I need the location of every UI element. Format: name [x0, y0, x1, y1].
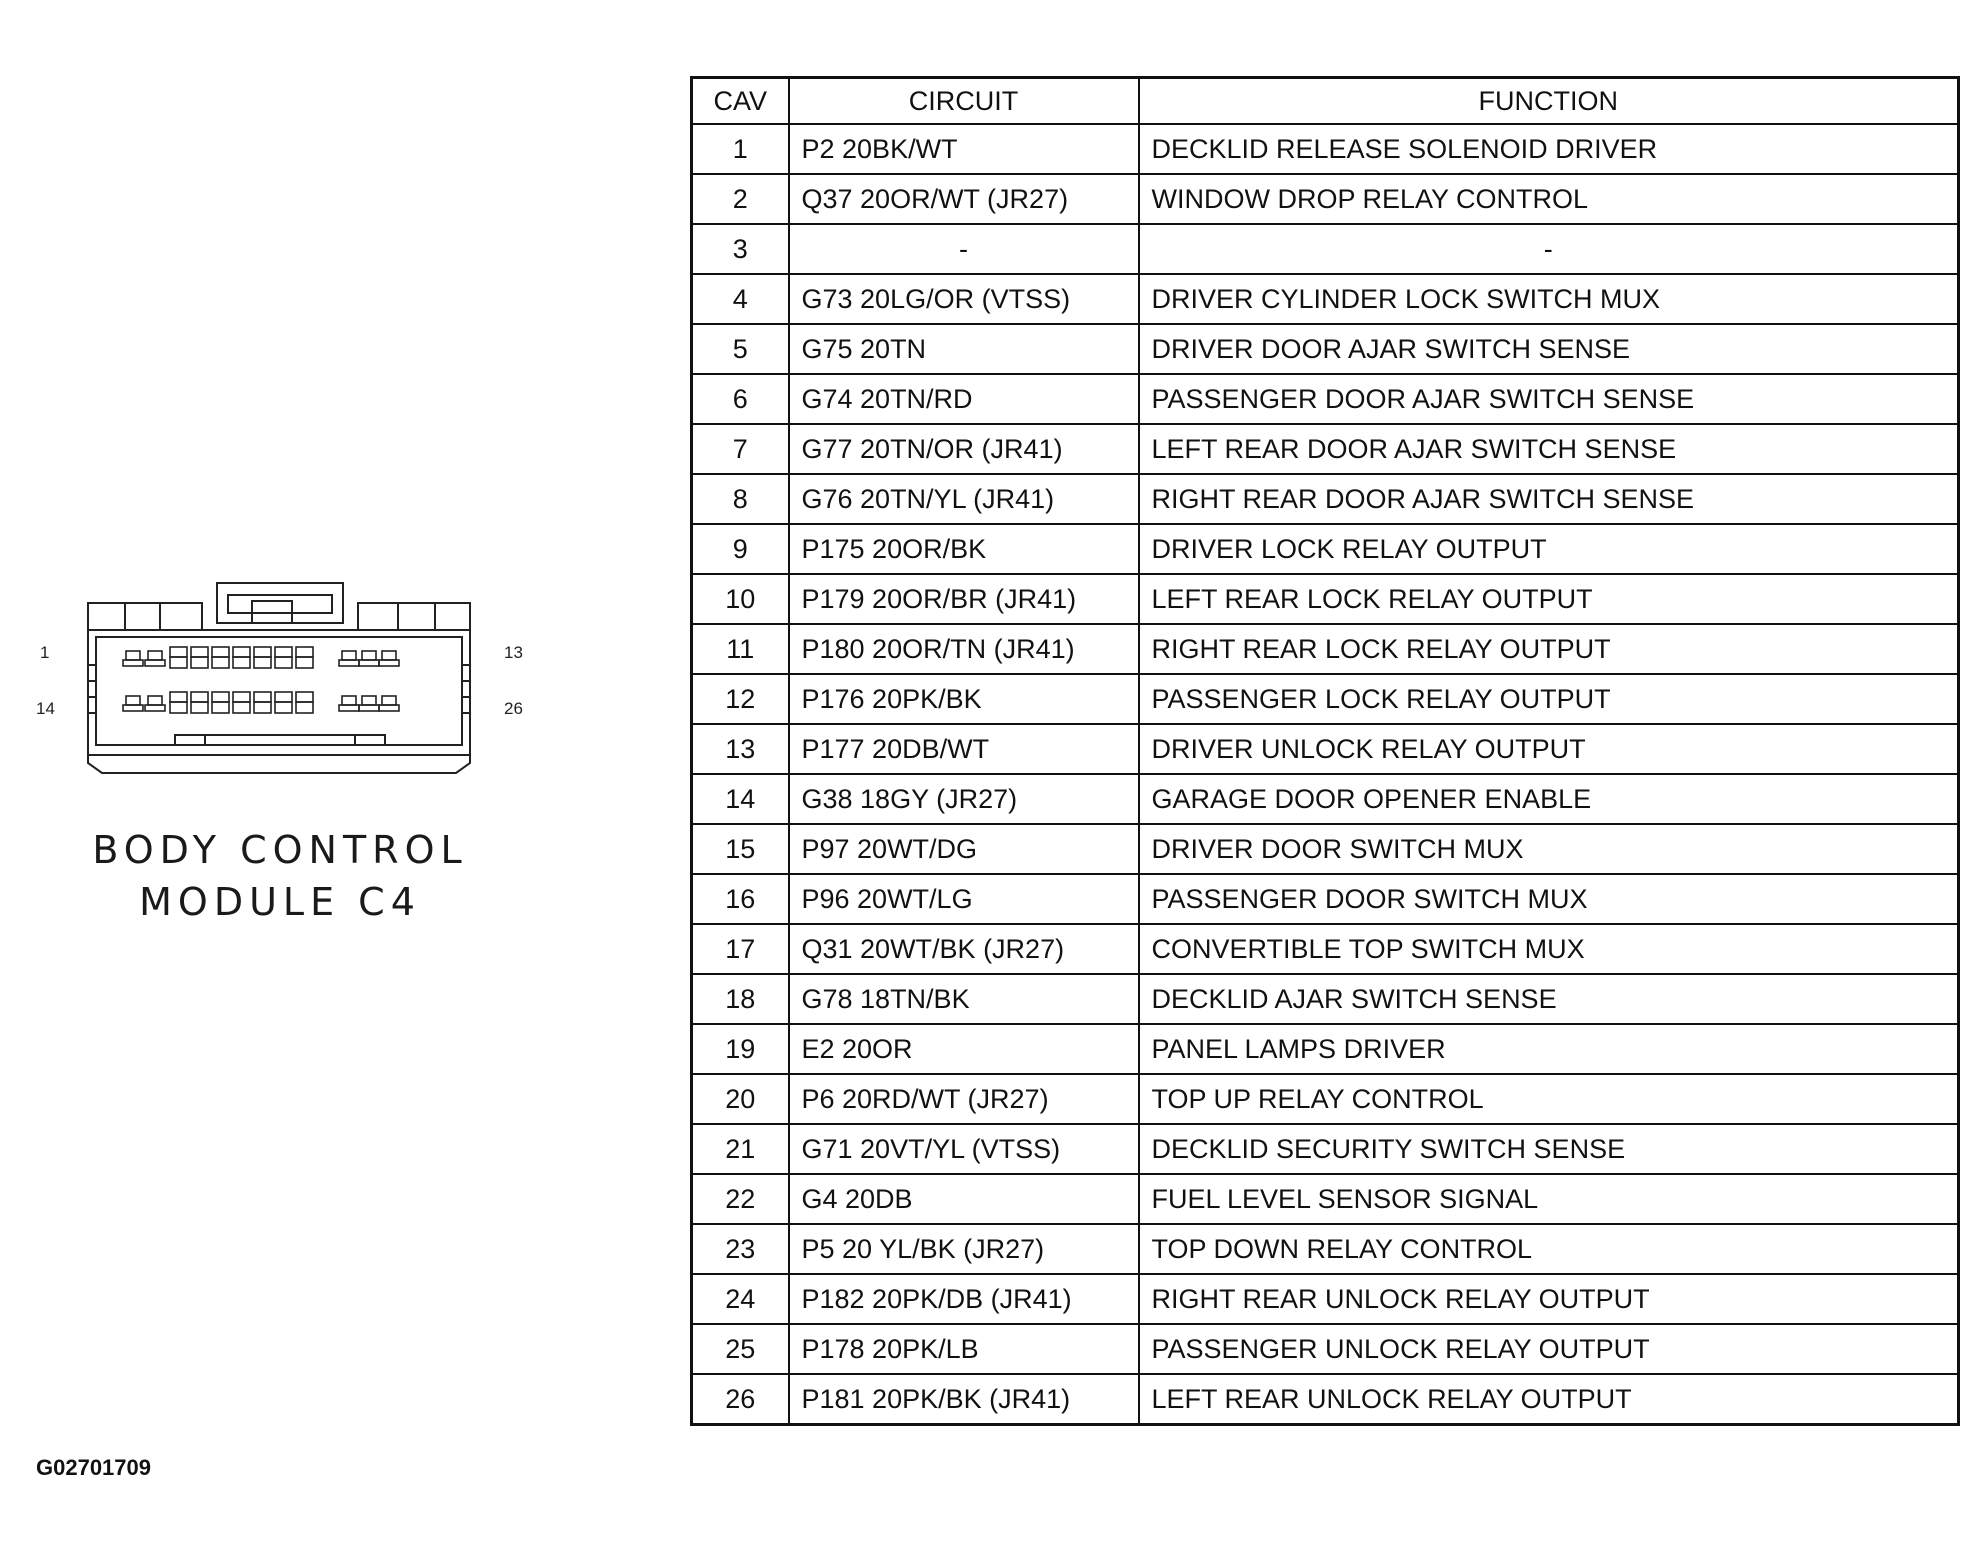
pin-cavity [233, 702, 250, 713]
pin-label-13: 13 [504, 643, 523, 662]
pin-cavity [296, 647, 313, 657]
function-cell: GARAGE DOOR OPENER ENABLE [1139, 774, 1959, 824]
function-cell: LEFT REAR UNLOCK RELAY OUTPUT [1139, 1374, 1959, 1425]
circuit-cell: G76 20TN/YL (JR41) [789, 474, 1139, 524]
cav-cell: 9 [692, 524, 789, 574]
pin-cavity-small [123, 660, 143, 666]
pin-label-26: 26 [504, 699, 523, 718]
table-row [692, 1074, 1959, 1124]
cav-cell: 23 [692, 1224, 789, 1274]
cav-cell: 21 [692, 1124, 789, 1174]
table-row [692, 1224, 1959, 1274]
function-cell: PANEL LAMPS DRIVER [1139, 1024, 1959, 1074]
circuit-cell: Q37 20OR/WT (JR27) [789, 174, 1139, 224]
cav-cell: 4 [692, 274, 789, 324]
table-row [692, 224, 1959, 274]
cav-cell: 26 [692, 1374, 789, 1425]
table-row [692, 474, 1959, 524]
pin-cavity-small [379, 705, 399, 711]
cav-cell: 24 [692, 1274, 789, 1324]
circuit-cell: P179 20OR/BR (JR41) [789, 574, 1139, 624]
cav-cell: 18 [692, 974, 789, 1024]
pin-cavity-small [359, 705, 379, 711]
table-row [692, 574, 1959, 624]
function-cell: DECKLID AJAR SWITCH SENSE [1139, 974, 1959, 1024]
table-row [692, 1024, 1959, 1074]
pin-cavity-small [382, 651, 396, 660]
table-row [692, 774, 1959, 824]
circuit-cell: P6 20RD/WT (JR27) [789, 1074, 1139, 1124]
cav-cell: 11 [692, 624, 789, 674]
function-cell: PASSENGER DOOR AJAR SWITCH SENSE [1139, 374, 1959, 424]
circuit-cell: Q31 20WT/BK (JR27) [789, 924, 1139, 974]
pin-cavity [296, 702, 313, 713]
pin-cavity-small [379, 660, 399, 666]
function-cell: DECKLID RELEASE SOLENOID DRIVER [1139, 124, 1959, 174]
cav-cell: 7 [692, 424, 789, 474]
circuit-cell: G78 18TN/BK [789, 974, 1139, 1024]
cav-cell: 5 [692, 324, 789, 374]
header-function: FUNCTION [1139, 78, 1959, 125]
pin-cavity-small [145, 660, 165, 666]
pin-cavity [275, 657, 292, 668]
pin-cavity-small [382, 696, 396, 705]
function-cell: DRIVER DOOR SWITCH MUX [1139, 824, 1959, 874]
table-row [692, 1374, 1959, 1425]
circuit-cell: G71 20VT/YL (VTSS) [789, 1124, 1139, 1174]
circuit-cell: G77 20TN/OR (JR41) [789, 424, 1139, 474]
circuit-cell: P5 20 YL/BK (JR27) [789, 1224, 1139, 1274]
pin-cavity [275, 702, 292, 713]
pin-cavity [191, 702, 208, 713]
cav-cell: 16 [692, 874, 789, 924]
table-row [692, 824, 1959, 874]
connector-latch [217, 583, 343, 623]
function-cell: LEFT REAR DOOR AJAR SWITCH SENSE [1139, 424, 1959, 474]
table-row [692, 124, 1959, 174]
function-cell: CONVERTIBLE TOP SWITCH MUX [1139, 924, 1959, 974]
pin-cavity [233, 692, 250, 702]
pin-cavity [233, 657, 250, 668]
cav-cell: 8 [692, 474, 789, 524]
module-title-line-2: MODULE C4 [139, 880, 421, 924]
cav-cell: 1 [692, 124, 789, 174]
pin-cavity [275, 692, 292, 702]
circuit-cell: G4 20DB [789, 1174, 1139, 1224]
pin-cavity [170, 702, 187, 713]
pin-cavity-small [148, 651, 162, 660]
pin-cavity [212, 702, 229, 713]
table-row [692, 674, 1959, 724]
pin-cavity-small [342, 696, 356, 705]
circuit-cell: P178 20PK/LB [789, 1324, 1139, 1374]
function-cell: RIGHT REAR UNLOCK RELAY OUTPUT [1139, 1274, 1959, 1324]
table-header-row [692, 78, 1959, 125]
function-cell: RIGHT REAR DOOR AJAR SWITCH SENSE [1139, 474, 1959, 524]
pin-cavity [212, 692, 229, 702]
function-cell: DRIVER LOCK RELAY OUTPUT [1139, 524, 1959, 574]
circuit-cell: G38 18GY (JR27) [789, 774, 1139, 824]
function-cell: TOP DOWN RELAY CONTROL [1139, 1224, 1959, 1274]
cav-cell: 17 [692, 924, 789, 974]
cav-cell: 19 [692, 1024, 789, 1074]
circuit-cell: P96 20WT/LG [789, 874, 1139, 924]
table-row [692, 1274, 1959, 1324]
cav-cell: 20 [692, 1074, 789, 1124]
pin-cavity [212, 657, 229, 668]
cav-cell: 15 [692, 824, 789, 874]
function-cell: WINDOW DROP RELAY CONTROL [1139, 174, 1959, 224]
circuit-cell: G75 20TN [789, 324, 1139, 374]
table-row [692, 974, 1959, 1024]
pin-cavity-small [339, 705, 359, 711]
module-title-line-1: BODY CONTROL [92, 828, 468, 872]
function-cell: FUEL LEVEL SENSOR SIGNAL [1139, 1174, 1959, 1224]
pin-label-1: 1 [40, 643, 50, 662]
cav-cell: 6 [692, 374, 789, 424]
pin-cavity-small [342, 651, 356, 660]
pin-cavity [170, 647, 187, 657]
function-cell: TOP UP RELAY CONTROL [1139, 1074, 1959, 1124]
pin-cavity [233, 647, 250, 657]
pin-cavity [254, 647, 271, 657]
table-row [692, 924, 1959, 974]
function-cell: PASSENGER DOOR SWITCH MUX [1139, 874, 1959, 924]
cav-cell: 25 [692, 1324, 789, 1374]
circuit-cell: P182 20PK/DB (JR41) [789, 1274, 1139, 1324]
header-circuit: CIRCUIT [789, 78, 1139, 125]
function-cell: DECKLID SECURITY SWITCH SENSE [1139, 1124, 1959, 1174]
circuit-cell: P97 20WT/DG [789, 824, 1139, 874]
pin-cavity [191, 692, 208, 702]
circuit-cell: P180 20OR/TN (JR41) [789, 624, 1139, 674]
cav-cell: 2 [692, 174, 789, 224]
cav-cell: 10 [692, 574, 789, 624]
table-row [692, 1174, 1959, 1224]
pin-cavity [254, 692, 271, 702]
circuit-cell: G73 20LG/OR (VTSS) [789, 274, 1139, 324]
circuit-cell: - [789, 224, 1139, 274]
table-row [692, 874, 1959, 924]
figure-id: G02701709 [36, 1455, 151, 1480]
pin-cavity-small [145, 705, 165, 711]
pin-cavity-small [362, 696, 376, 705]
table-row [692, 324, 1959, 374]
table-row [692, 624, 1959, 674]
pin-cavity-small [123, 705, 143, 711]
table-row [692, 274, 1959, 324]
connector-face-drawing [30, 575, 540, 775]
table-row [692, 374, 1959, 424]
table-row [692, 1324, 1959, 1374]
function-cell: - [1139, 224, 1959, 274]
pin-cavity [296, 657, 313, 668]
table-row [692, 724, 1959, 774]
pin-cavity [254, 702, 271, 713]
function-cell: PASSENGER UNLOCK RELAY OUTPUT [1139, 1324, 1959, 1374]
pin-cavity [170, 692, 187, 702]
circuit-cell: E2 20OR [789, 1024, 1139, 1074]
pin-label-14: 14 [36, 699, 55, 718]
table-row [692, 174, 1959, 224]
table-row [692, 1124, 1959, 1174]
function-cell: RIGHT REAR LOCK RELAY OUTPUT [1139, 624, 1959, 674]
cav-cell: 12 [692, 674, 789, 724]
header-cav: CAV [692, 78, 789, 125]
circuit-cell: P175 20OR/BK [789, 524, 1139, 574]
pinout-table-body [692, 124, 1959, 1425]
cav-cell: 22 [692, 1174, 789, 1224]
pinout-table [690, 76, 1960, 1426]
pin-cavity [296, 692, 313, 702]
circuit-cell: P176 20PK/BK [789, 674, 1139, 724]
pin-cavity-small [148, 696, 162, 705]
table-row [692, 524, 1959, 574]
pin-cavity-small [362, 651, 376, 660]
function-cell: DRIVER DOOR AJAR SWITCH SENSE [1139, 324, 1959, 374]
function-cell: PASSENGER LOCK RELAY OUTPUT [1139, 674, 1959, 724]
pin-cavity-small [359, 660, 379, 666]
pin-cavity [191, 657, 208, 668]
cav-cell: 3 [692, 224, 789, 274]
pin-cavity [212, 647, 229, 657]
pin-cavity [275, 647, 292, 657]
cav-cell: 13 [692, 724, 789, 774]
pin-cavity-small [339, 660, 359, 666]
circuit-cell: G74 20TN/RD [789, 374, 1139, 424]
function-cell: LEFT REAR LOCK RELAY OUTPUT [1139, 574, 1959, 624]
circuit-cell: P177 20DB/WT [789, 724, 1139, 774]
pin-cavity-small [126, 696, 140, 705]
pin-cavity [254, 657, 271, 668]
pin-cavity [170, 657, 187, 668]
pin-cavity-small [126, 651, 140, 660]
function-cell: DRIVER CYLINDER LOCK SWITCH MUX [1139, 274, 1959, 324]
circuit-cell: P181 20PK/BK (JR41) [789, 1374, 1139, 1425]
circuit-cell: P2 20BK/WT [789, 124, 1139, 174]
pin-cavity [191, 647, 208, 657]
table-row [692, 424, 1959, 474]
function-cell: DRIVER UNLOCK RELAY OUTPUT [1139, 724, 1959, 774]
cav-cell: 14 [692, 774, 789, 824]
